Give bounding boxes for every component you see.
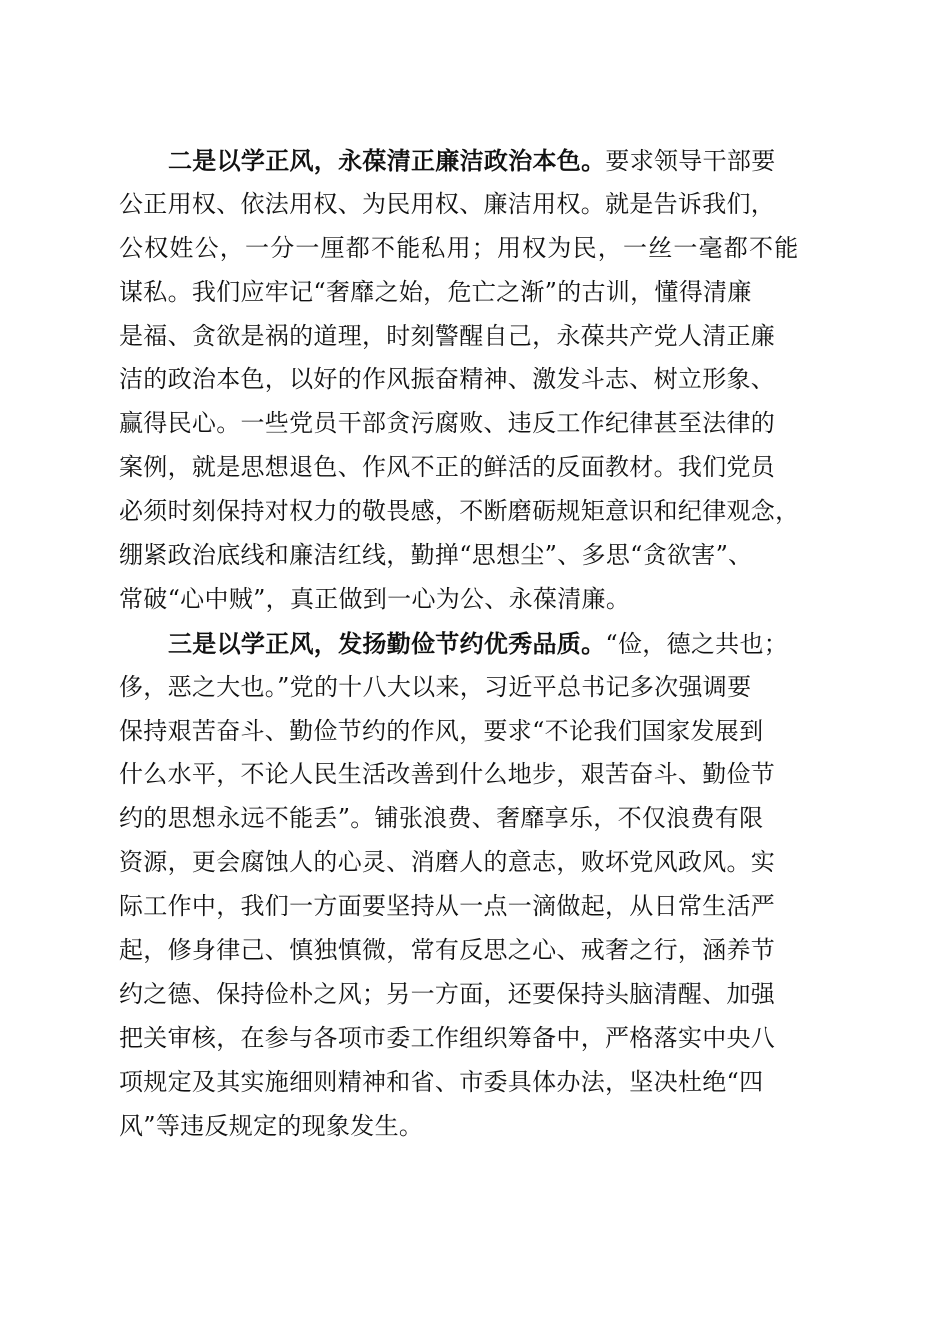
paragraph-1-line: 必须时刻保持对权力的敬畏感，不断磨砺规矩意识和纪律观念， <box>119 497 800 526</box>
paragraph-2-heading: 三是以学正风，发扬勤俭节约优秀品质。 <box>168 628 606 658</box>
paragraph-1-line: 公权姓公，一分一厘都不能私用；用权为民，一丝一毫都不能 <box>119 233 800 262</box>
paragraph-2-line: 项规定及其实施细则精神和省、市委具体办法，坚决杜绝“四 <box>119 1067 764 1096</box>
paragraph-1-line: 案例，就是思想退色、作风不正的鲜活的反面教材。我们党员 <box>119 453 776 482</box>
paragraph-2-line: 把关审核，在参与各项市委工作组织筹备中，严格落实中央八 <box>119 1023 776 1052</box>
paragraph-1-line-1-text: 要求领导干部要 <box>605 147 776 175</box>
paragraph-2-line: 什么水平，不论人民生活改善到什么地步，艰苦奋斗、勤俭节 <box>119 760 776 789</box>
paragraph-1-line: 常破“心中贼”，真正做到一心为公、永葆清廉。 <box>119 584 631 613</box>
paragraph-1-line-1 <box>119 139 839 183</box>
paragraph-1-line: 是福、贪欲是祸的道理，时刻警醒自己，永葆共产党人清正廉 <box>119 321 776 350</box>
paragraph-1-heading: 二是以学正风，永葆清正廉洁政治本色。 <box>168 146 606 175</box>
paragraph-1-line: 谋私。我们应牢记“奢靡之始，危亡之渐”的古训，懂得清廉 <box>119 277 752 306</box>
paragraph-1-line: 赢得民心。一些党员干部贪污腐败、违反工作纪律甚至法律的 <box>119 409 776 438</box>
paragraph-2-line: 资源，更会腐蚀人的心灵、消磨人的意志，败坏党风政风。实 <box>119 848 776 877</box>
paragraph-2-line: 侈，恶之大也。”党的十八大以来，习近平总书记多次强调要 <box>119 672 752 701</box>
paragraph-1-line: 洁的政治本色，以好的作风振奋精神、激发斗志、树立形象、 <box>119 365 776 394</box>
paragraph-2-line-1 <box>119 622 839 666</box>
paragraph-2-line: 保持艰苦奋斗、勤俭节约的作风，要求“不论我们国家发展到 <box>119 716 764 745</box>
paragraph-2-line: 约的思想永远不能丢”。铺张浪费、奢靡享乐，不仅浪费有限 <box>119 804 764 833</box>
document-body <box>119 139 839 1148</box>
paragraph-1-line: 公正用权、依法用权、为民用权、廉洁用权。就是告诉我们， <box>119 189 776 218</box>
paragraph-2-line: 际工作中，我们一方面要坚持从一点一滴做起，从日常生活严 <box>119 892 776 921</box>
paragraph-1-line: 绷紧政治底线和廉洁红线，勤掸“思想尘”、多思“贪欲害”、 <box>119 541 753 570</box>
paragraph-2-line: 风”等违反规定的现象发生。 <box>119 1111 424 1140</box>
paragraph-2-line: 起，修身律己、慎独慎微，常有反思之心、戒奢之行，涵养节 <box>119 936 776 965</box>
paragraph-2-line-1-text: “俭，德之共也； <box>605 629 789 658</box>
paragraph-2-line: 约之德、保持俭朴之风；另一方面，还要保持头脑清醒、加强 <box>119 979 776 1008</box>
